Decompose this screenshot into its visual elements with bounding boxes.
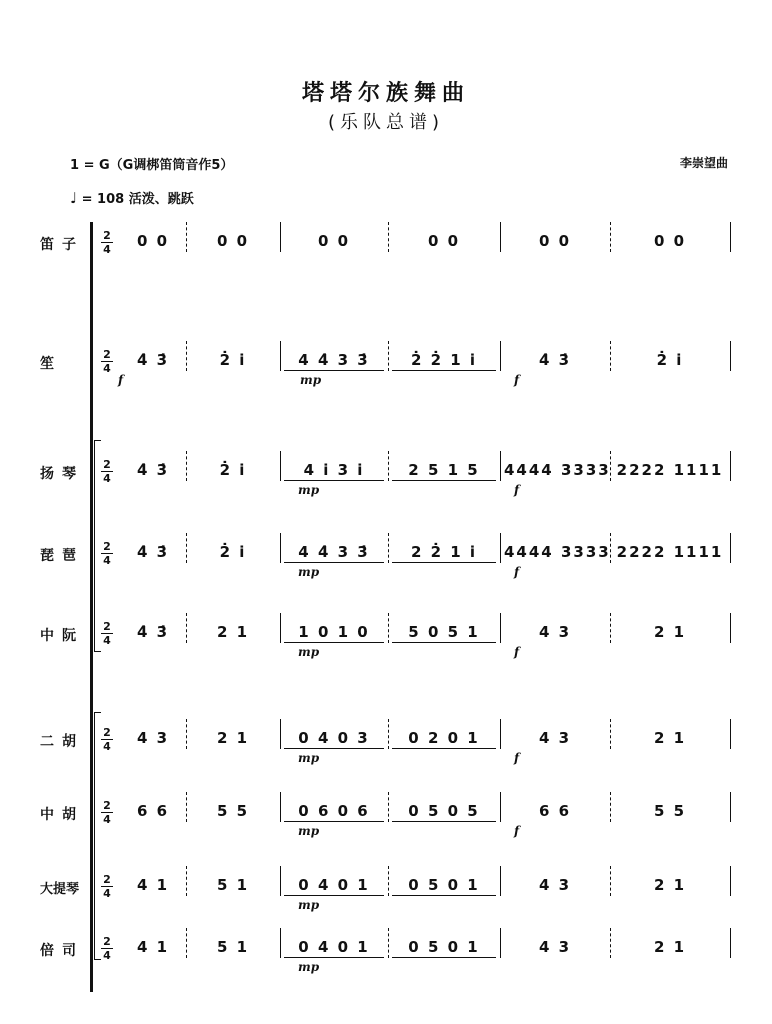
time-signature-denominator: 4 xyxy=(103,362,111,375)
instrument-name: 倍司 xyxy=(40,943,84,959)
measure: 0 6 0 6 xyxy=(284,802,384,822)
time-signature-denominator: 4 xyxy=(103,887,111,900)
barline xyxy=(730,451,731,481)
measure: 5 5 xyxy=(216,802,250,820)
measure: 0 0 xyxy=(136,232,170,250)
dynamic-marking: mp xyxy=(298,824,320,838)
barline xyxy=(280,533,281,563)
measure: 4 4̇ 3 3̇ xyxy=(284,543,384,563)
time-signature xyxy=(100,874,114,899)
instrument-name: 二胡 xyxy=(40,734,84,750)
barline xyxy=(388,866,389,896)
instrument-name: 笙 xyxy=(40,356,62,372)
barline xyxy=(500,222,501,252)
measure: 0 4 0 1 xyxy=(284,876,384,896)
time-signature-numerator: 2 xyxy=(103,873,111,886)
measure: 4 3 xyxy=(538,623,572,641)
measure: 2222 1111 xyxy=(616,543,724,561)
dynamic-marking: mp xyxy=(298,898,320,912)
time-signature-numerator: 2 xyxy=(103,348,111,361)
measure: 0 2 0 1 xyxy=(392,729,496,749)
time-signature xyxy=(100,727,114,752)
barline xyxy=(388,533,389,563)
measure: 6 6 xyxy=(538,802,572,820)
measure: 4 4̇ 3 3̇ xyxy=(284,351,384,371)
measure: 2̇ 2̇ 1 i xyxy=(392,351,496,371)
barline xyxy=(730,928,731,958)
time-signature-denominator: 4 xyxy=(103,813,111,826)
barline xyxy=(610,792,611,822)
measure: 5 0 5 1 xyxy=(392,623,496,643)
barline xyxy=(610,613,611,643)
barline xyxy=(280,928,281,958)
time-signature xyxy=(100,541,114,566)
barline xyxy=(186,613,187,643)
barline xyxy=(388,792,389,822)
barline xyxy=(186,928,187,958)
measure: 4444 3333 xyxy=(504,543,611,561)
measure: 4 3 xyxy=(136,729,170,747)
barline xyxy=(186,341,187,371)
measure: 4̇ 3̇ xyxy=(136,623,170,641)
measure: 4̇ 3̇ xyxy=(538,351,572,369)
barline xyxy=(186,451,187,481)
dynamic-marking: mp xyxy=(298,960,320,974)
time-signature-numerator: 2 xyxy=(103,458,111,471)
barline xyxy=(388,613,389,643)
measure: 6 6 xyxy=(136,802,170,820)
dynamic-marking: f xyxy=(514,565,520,579)
quarter-note-icon: ♩ xyxy=(70,189,78,207)
instrument-name: 大提琴 xyxy=(40,882,80,897)
score-title: 塔塔尔族舞曲 xyxy=(301,81,470,106)
barline xyxy=(388,719,389,749)
time-signature-denominator: 4 xyxy=(103,472,111,485)
measure: 2 1 xyxy=(653,876,687,894)
time-signature xyxy=(100,459,114,484)
tempo-text: = 108 活泼、跳跃 xyxy=(81,192,194,207)
time-signature xyxy=(100,230,114,255)
barline xyxy=(730,719,731,749)
measure: 0 4 0 3 xyxy=(284,729,384,749)
time-signature-denominator: 4 xyxy=(103,740,111,753)
barline xyxy=(186,222,187,252)
barline xyxy=(610,866,611,896)
barline xyxy=(388,222,389,252)
barline xyxy=(610,928,611,958)
measure: 2 1 xyxy=(653,623,687,641)
measure: 0 5 0 5 xyxy=(392,802,496,822)
dynamic-marking: f xyxy=(514,751,520,765)
measure: 0 0 xyxy=(216,232,250,250)
measure: 2 5 1 5 xyxy=(392,461,496,481)
barline xyxy=(388,928,389,958)
instrument-name: 琵琶 xyxy=(40,548,84,564)
measure: 4444 3333 xyxy=(504,461,611,479)
time-signature-numerator: 2 xyxy=(103,799,111,812)
dynamic-marking: f xyxy=(118,373,124,387)
dynamic-marking: f xyxy=(514,645,520,659)
instrument-name: 中阮 xyxy=(40,628,84,644)
dynamic-marking: f xyxy=(514,483,520,497)
barline xyxy=(280,719,281,749)
measure: 4 i 3 i xyxy=(284,461,384,481)
measure: 0 5 0 1 xyxy=(392,876,496,896)
time-signature xyxy=(100,621,114,646)
measure: 5 5 xyxy=(653,802,687,820)
measure: 4̇ 3̇ xyxy=(136,543,170,561)
barline xyxy=(730,222,731,252)
measure: 4 3 xyxy=(538,876,572,894)
time-signature-numerator: 2 xyxy=(103,935,111,948)
time-signature-numerator: 2 xyxy=(103,540,111,553)
barline xyxy=(500,866,501,896)
barline xyxy=(280,792,281,822)
barline xyxy=(610,719,611,749)
barline xyxy=(186,533,187,563)
barline xyxy=(500,451,501,481)
measure: 2 1 xyxy=(653,938,687,956)
barline xyxy=(388,451,389,481)
dynamic-marking: mp xyxy=(298,751,320,765)
barline xyxy=(730,866,731,896)
measure: 4 1 xyxy=(136,876,170,894)
tempo-marking xyxy=(70,188,194,207)
measure: 2222 1111 xyxy=(616,461,724,479)
barline xyxy=(280,451,281,481)
dynamic-marking: mp xyxy=(298,565,320,579)
measure: 2̇ i xyxy=(656,351,684,369)
time-signature-denominator: 4 xyxy=(103,949,111,962)
measure: 4̇ 3̇ xyxy=(136,351,170,369)
measure: 5 1 xyxy=(216,938,250,956)
time-signature-numerator: 2 xyxy=(103,229,111,242)
measure: 0 0 xyxy=(538,232,572,250)
barline xyxy=(730,341,731,371)
barline xyxy=(186,866,187,896)
instrument-name: 中胡 xyxy=(40,807,84,823)
barline xyxy=(500,613,501,643)
barline xyxy=(730,792,731,822)
barline xyxy=(730,613,731,643)
barline xyxy=(280,866,281,896)
barline xyxy=(610,222,611,252)
time-signature-denominator: 4 xyxy=(103,243,111,256)
measure: 0 4 0 1 xyxy=(284,938,384,958)
barline xyxy=(610,341,611,371)
barline xyxy=(500,341,501,371)
measure: 2̇ i xyxy=(219,351,247,369)
time-signature-numerator: 2 xyxy=(103,726,111,739)
barline xyxy=(186,719,187,749)
dynamic-marking: mp xyxy=(298,645,320,659)
instrument-name: 扬琴 xyxy=(40,466,84,482)
measure: 2 1 xyxy=(216,729,250,747)
barline xyxy=(500,719,501,749)
score-subtitle: (乐队总谱) xyxy=(327,112,445,133)
measure: 2 2̇ 1 i xyxy=(392,543,496,563)
measure: 0 0 xyxy=(317,232,351,250)
barline xyxy=(500,792,501,822)
barline xyxy=(730,533,731,563)
barline xyxy=(388,341,389,371)
time-signature-numerator: 2 xyxy=(103,620,111,633)
dynamic-marking: mp xyxy=(298,483,320,497)
key-signature: 1 = G（G调梆笛筒音作5） xyxy=(70,158,234,173)
measure: 2̇ i xyxy=(219,543,247,561)
barline xyxy=(280,341,281,371)
dynamic-marking: f xyxy=(514,373,520,387)
dynamic-marking: f xyxy=(514,824,520,838)
time-signature-denominator: 4 xyxy=(103,554,111,567)
measure: 1 0 1 0 xyxy=(284,623,384,643)
measure: 2 1 xyxy=(653,729,687,747)
instrument-name: 笛子 xyxy=(40,237,84,253)
measure: 5 1 xyxy=(216,876,250,894)
measure: 0 0 xyxy=(427,232,461,250)
measure: 4̇ 3̇ xyxy=(136,461,170,479)
dynamic-marking: mp xyxy=(300,373,322,387)
measure: 2̇ i xyxy=(219,461,247,479)
time-signature xyxy=(100,349,114,374)
composer: 李崇望曲 xyxy=(679,156,728,170)
barline xyxy=(280,613,281,643)
measure: 4 3 xyxy=(538,938,572,956)
barline xyxy=(500,928,501,958)
barline xyxy=(500,533,501,563)
measure: 2 1 xyxy=(216,623,250,641)
time-signature xyxy=(100,800,114,825)
measure: 4 1 xyxy=(136,938,170,956)
measure: 0 5 0 1 xyxy=(392,938,496,958)
measure: 0 0 xyxy=(653,232,687,250)
measure: 4 3 xyxy=(538,729,572,747)
barline xyxy=(186,792,187,822)
time-signature-denominator: 4 xyxy=(103,634,111,647)
barline xyxy=(280,222,281,252)
time-signature xyxy=(100,936,114,961)
